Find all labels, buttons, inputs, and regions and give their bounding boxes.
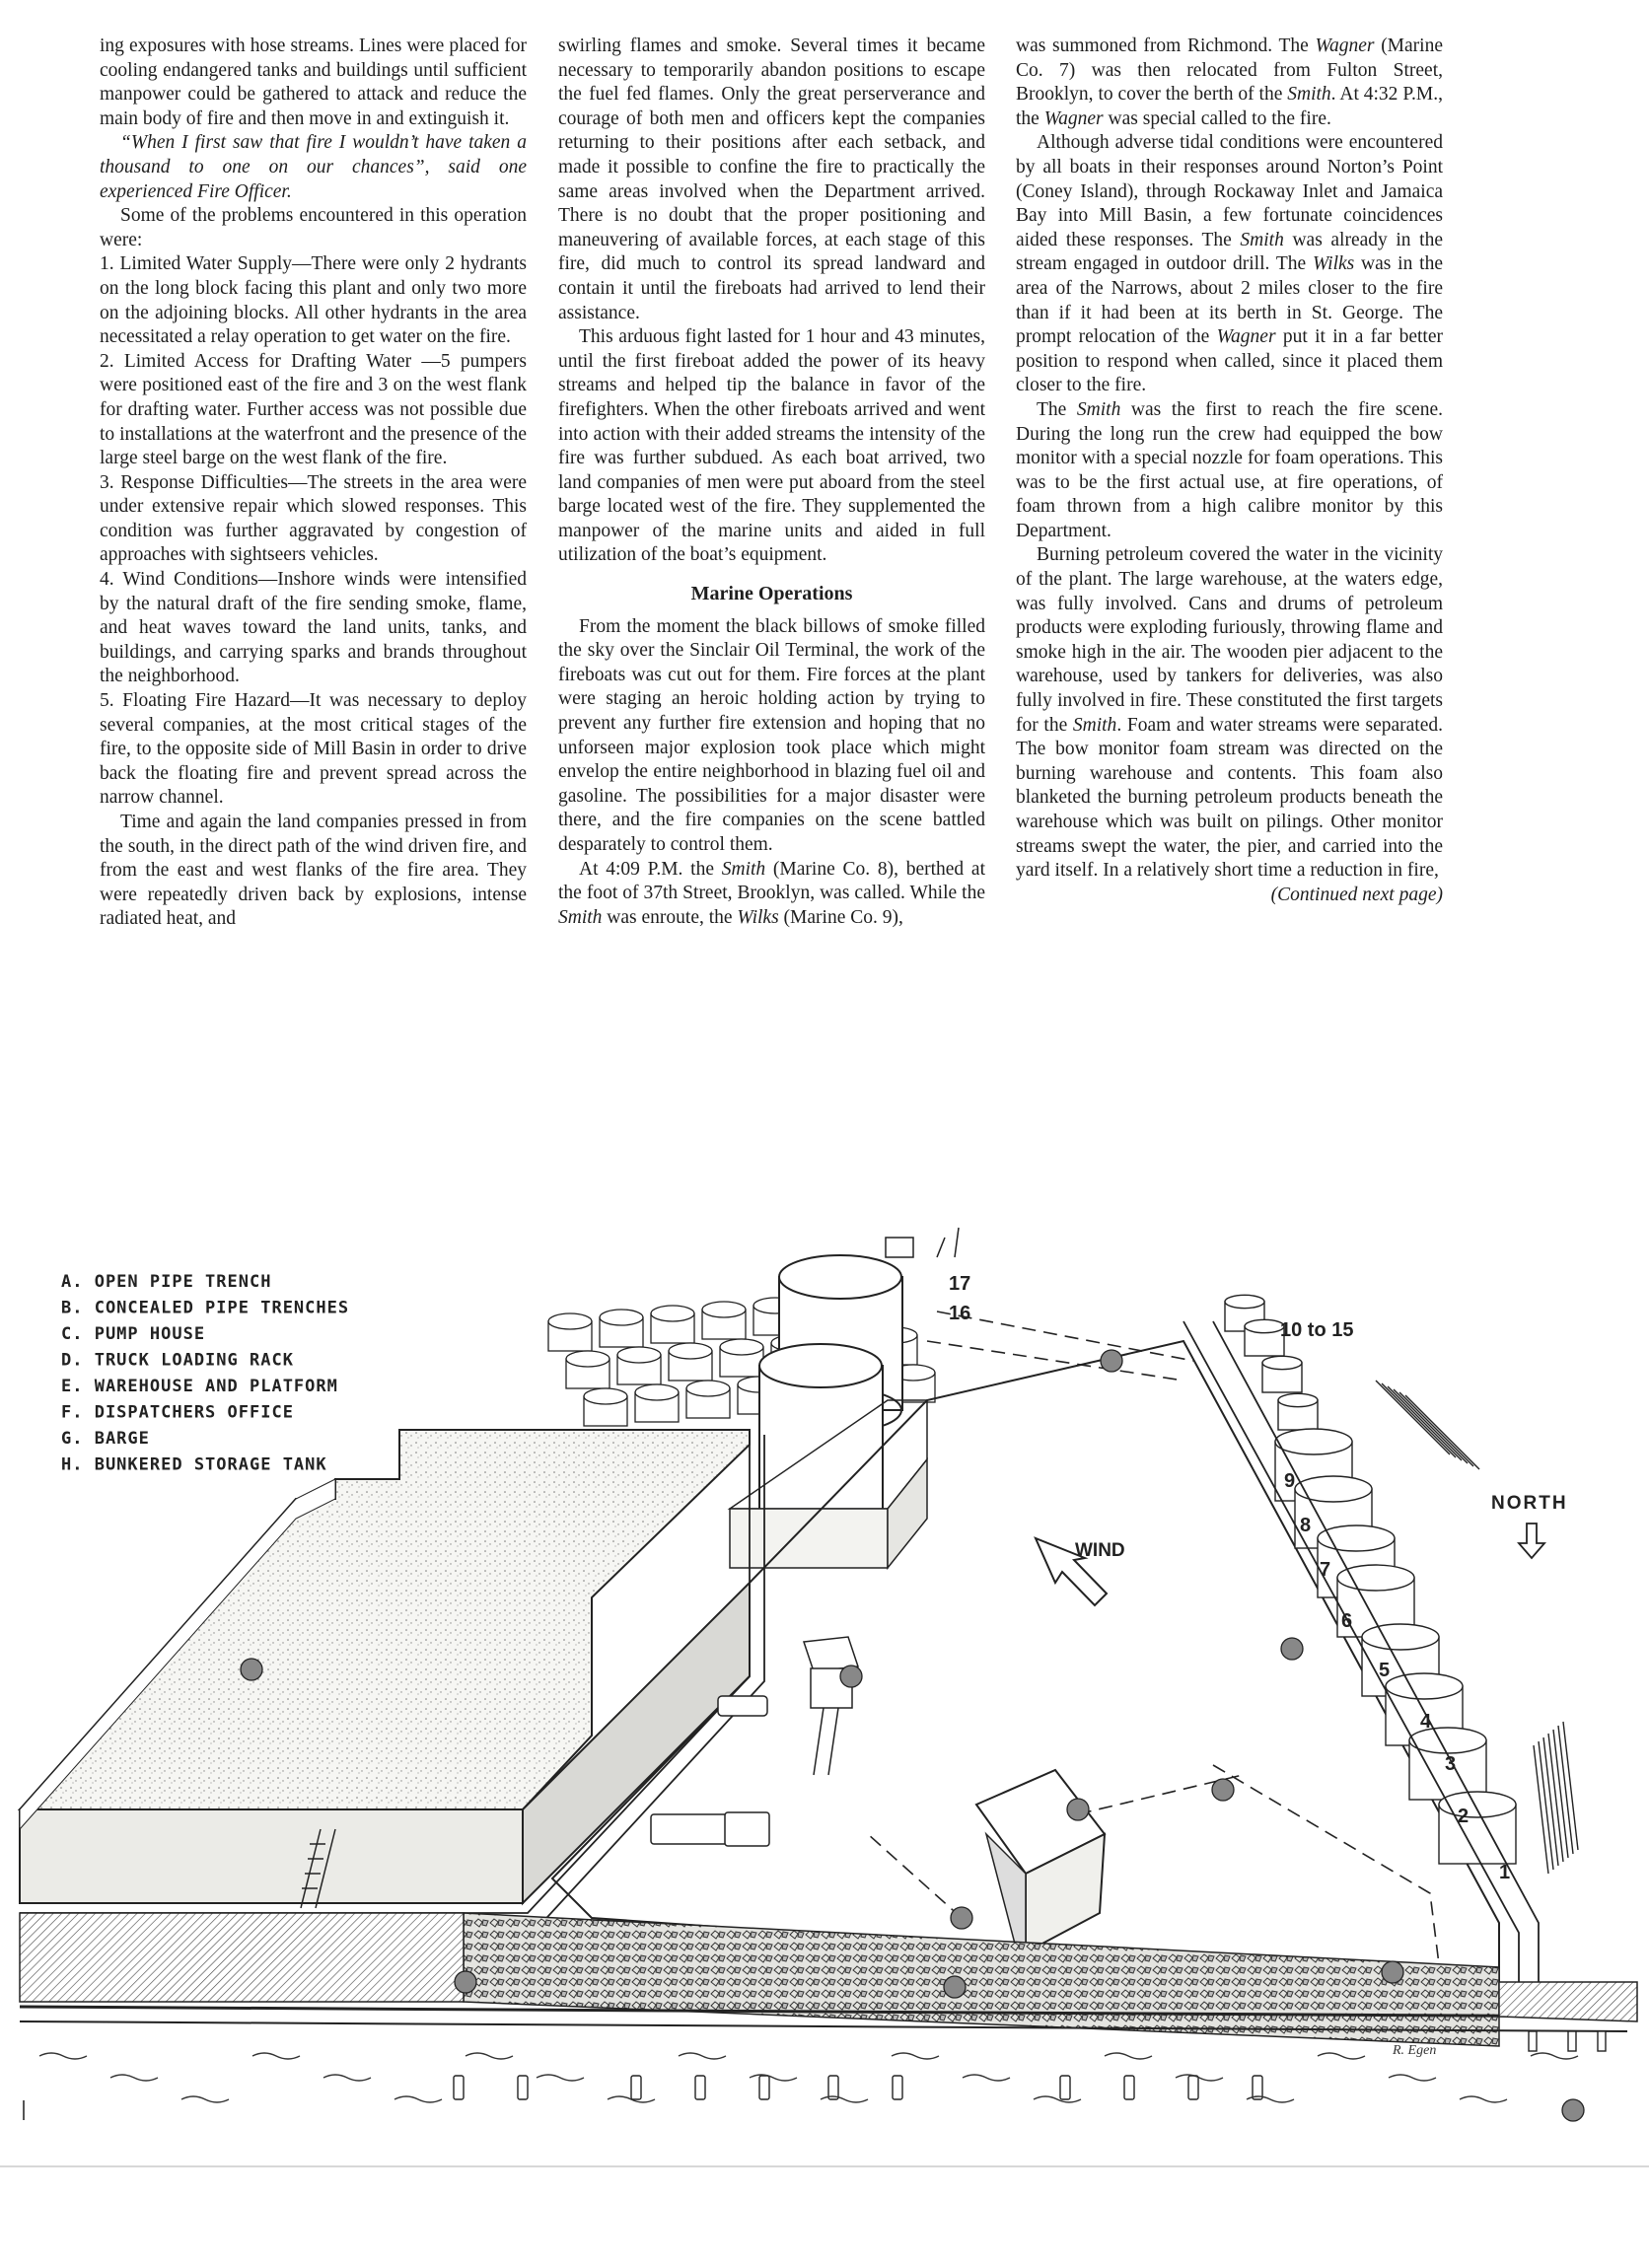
ripple: [466, 2053, 513, 2059]
pile: [1568, 2031, 1576, 2051]
marker-circle: [1212, 1779, 1234, 1801]
paragraph: Burning petroleum covered the water in the vicinity of the plant. The large warehouse, at the waters edge, was fully involved. Cans and drums of petroleum products were exploding furiously, throwing flame and smoke high in the air. The wooden pier adjacent to the warehouse, used by tankers for deliveries, was also fully involved in fire. These constituted the first targets for the Smith. Foam and water streams were separated. The bow monitor foam stream was directed on the burning warehouse and contents. This foam also blanketed the burning petroleum products beneath the warehouse which was built on pilings. Other monitor streams swept the water, the pier, and carried into the yard itself. In a relatively short time a reduction in fire,: [1016, 544, 1443, 882]
paragraph: At 4:09 P.M. the Smith (Marine Co. 8), berthed at the foot of 37th Street, Brooklyn, was called. While the Smith was enroute, the Wilks (Marine Co. 9),: [558, 858, 985, 928]
ripple: [1389, 2075, 1436, 2081]
legend-item: E. WAREHOUSE AND PLATFORM: [61, 1377, 338, 1396]
pile: [893, 2076, 902, 2099]
tank-number-4: 4: [1420, 1711, 1432, 1733]
water-ripples: [39, 2053, 1578, 2102]
ripple: [892, 2053, 939, 2059]
small-tank-top: [600, 1310, 643, 1325]
tank-number-6: 6: [1341, 1610, 1353, 1632]
marker-circle: [1281, 1638, 1303, 1660]
small-tank-top: [669, 1343, 712, 1359]
pile: [454, 2076, 464, 2099]
ripple: [1531, 2053, 1578, 2059]
small-tank-top: [720, 1339, 763, 1355]
paragraph: 5. Floating Fire Hazard—It was necessary to deploy several companies, at the most critical stages of the fire, to the opposite side of Mill Basin in order to drive back the floating fire and prevent spread across the narrow channel.: [100, 690, 527, 809]
paragraph: was summoned from Richmond. The Wagner (Marine Co. 7) was then relocated from Fulton Street, Brooklyn, to cover the berth of the Smith. At 4:32 P.M., the Wagner was special called to the fire.: [1016, 35, 1443, 129]
ripple: [1034, 2096, 1081, 2102]
legend-item: F. DISPATCHERS OFFICE: [61, 1402, 294, 1423]
paragraph: Although adverse tidal conditions were encountered by all boats in their responses around Norton’s Point (Coney Island), through Rockaway Inlet and Jamaica Bay into Mill Basin, a few fortunate coincidences aided these responses. The Smith was already in the stream engaged in outdoor drill. The Wilks was in the area of the Narrows, about 2 miles closer to the fire than if it had been at its berth in St. George. The prompt relocation of the Wagner put it in a far better position to respond when called, since it placed them closer to the fire.: [1016, 132, 1444, 396]
paragraph: (Continued next page): [1270, 884, 1443, 905]
tank-number-16: 16: [949, 1303, 971, 1324]
ripple: [537, 2075, 584, 2081]
ripple: [1105, 2053, 1152, 2059]
artist-signature: R. Egen: [1393, 2043, 1437, 2058]
ripple: [323, 2075, 371, 2081]
row-tank-top: [1278, 1393, 1318, 1406]
marker-circle: [455, 1971, 476, 1993]
marker-circle: [1067, 1799, 1089, 1820]
tank-number-8: 8: [1300, 1515, 1312, 1536]
marker-circle: [241, 1659, 262, 1680]
pile: [631, 2076, 641, 2099]
legend-item: D. TRUCK LOADING RACK: [61, 1350, 294, 1371]
tank-range-label: 10 to 15: [1280, 1319, 1354, 1341]
north-arrow: [1491, 1493, 1568, 1558]
marker-circle: [1562, 2099, 1584, 2121]
plant-diagram: [0, 1208, 1649, 2145]
ripple: [1176, 2075, 1223, 2081]
small-tank-top: [548, 1313, 592, 1329]
tank-number-7: 7: [1320, 1559, 1331, 1581]
pipe: [1394, 1389, 1468, 1463]
pile: [1124, 2076, 1134, 2099]
pipe: [1405, 1395, 1479, 1469]
paragraph: Time and again the land companies pressed in from the south, in the direct path of the wind driven fire, and from the east and west flanks of the fire area. They were repeatedly driven back by explosions, intense radiated heat, and: [100, 812, 527, 930]
paragraph: This arduous fight lasted for 1 hour and 43 minutes, until the first fireboat added the power of its heavy streams and helped tip the balance in favor of the firefighters. When the other fireboats arrived and went into action with their added streams the intensity of the fire was further subdued. As each boat arrived, two land companies of men were put aboard from the steel barge located west of the fire. They supplemented the manpower of the marine units and aided in full utilization of the boat’s equipment.: [558, 326, 985, 566]
row-tank-top: [1337, 1565, 1414, 1591]
legend-item: B. CONCEALED PIPE TRENCHES: [61, 1298, 350, 1318]
small-tank-top: [566, 1351, 609, 1367]
pile: [695, 2076, 705, 2099]
marker-circle: [951, 1907, 972, 1929]
ripple: [750, 2075, 797, 2081]
small-tank-top: [702, 1302, 746, 1317]
pile: [518, 2076, 528, 2099]
paragraph: 4. Wind Conditions—Inshore winds were intensified by the natural draft of the fire sending smoke, flame, and heat waves toward the land units, tanks, and buildings, and carrying sparks and brands throughout the neighborhood.: [100, 569, 527, 687]
ripple: [963, 2075, 1010, 2081]
paragraph: swirling flames and smoke. Several times it became necessary to temporarily abandon positions to escape the fuel fed flames. Only the great perserverance and courage of both men and officers kept the companies returning to their positions after each setback, and made it possible to confine the fire to practically the same areas involved when the Department arrived. There is no doubt that the proper positioning and maneuvering of available forces, at each stage of this fire, did much to control its spread landward and contain it until the fireboats had arrived to lend their assistance.: [558, 35, 985, 323]
paragraph: Some of the problems encountered in this operation were:: [100, 205, 527, 250]
row-tank-top: [1386, 1673, 1463, 1699]
row-tank-top: [1275, 1429, 1352, 1454]
legend-item: G. BARGE: [61, 1429, 150, 1449]
pile: [759, 2076, 769, 2099]
paragraph: “When I first saw that fire I wouldn’t have taken a thousand to one on our chances”, said one experienced Fire Officer.: [100, 132, 527, 202]
wind-arrow: [1036, 1538, 1125, 1605]
legend-item: H. BUNKERED STORAGE TANK: [61, 1454, 327, 1475]
row-tank-top: [1439, 1792, 1516, 1817]
legend-item: C. PUMP HOUSE: [61, 1324, 206, 1344]
tank-number-5: 5: [1379, 1660, 1391, 1681]
paragraph: 1. Limited Water Supply—There were only 2 hydrants on the long block facing this plant and only two more on the adjoining blocks. All other hydrants in the area necessitated a relay operation to get water on the fire.: [100, 253, 527, 348]
pile: [1598, 2031, 1606, 2051]
truck-loading-rack: [804, 1637, 858, 1775]
ripple: [110, 2075, 158, 2081]
waterfront-rubble: [464, 1913, 1499, 2046]
pile: [1529, 2031, 1537, 2051]
page-edge: [0, 2165, 1649, 2167]
pump-house: [886, 1228, 959, 1257]
ripple: [1460, 2096, 1507, 2102]
small-tank-top: [635, 1384, 679, 1400]
small-tank-top: [651, 1306, 694, 1321]
small-tank-top: [617, 1347, 661, 1363]
tank-number-17: 17: [949, 1273, 971, 1295]
row-tank-top: [1295, 1476, 1372, 1502]
diagram-legend: [61, 1272, 349, 1475]
tank-number-9: 9: [1284, 1470, 1296, 1492]
row-tank-top: [1245, 1319, 1284, 1332]
ripple: [679, 2053, 726, 2059]
paragraph: 2. Limited Access for Drafting Water —5 pumpers were positioned east of the fire and 3 on the west flank for drafting water. Further access was not possible due to installations at the waterfront and the presence of the large steel barge on the west flank of the fire.: [100, 350, 527, 469]
marker-circle: [1101, 1350, 1122, 1372]
tank-number-2: 2: [1458, 1806, 1470, 1827]
small-tank-top: [686, 1381, 730, 1396]
ripple: [1318, 2053, 1365, 2059]
row-tank-top: [1262, 1356, 1302, 1369]
ripple: [181, 2096, 229, 2102]
pipe: [1388, 1386, 1462, 1460]
ripple: [252, 2053, 300, 2059]
ripple: [39, 2053, 87, 2059]
text-column-1: [100, 35, 527, 932]
section-heading: Marine Operations: [690, 583, 853, 605]
pile: [1188, 2076, 1198, 2099]
text-column-2: [558, 35, 985, 930]
pipe: [1376, 1381, 1450, 1454]
paragraph: ing exposures with hose streams. Lines were placed for cooling endangered tanks and buildings until sufficient manpower could be gathered to attack and reduce the main body of fire and then move in and extinguish it.: [100, 35, 527, 129]
marker-circle: [944, 1976, 966, 1998]
paragraph: From the moment the black billows of smoke filled the sky over the Sinclair Oil Terminal, the work of the fireboats was cut out for them. Fire forces at the plant were staging an heroic holding action by trying to prevent any further fire extension and hoping that no unforseen major explosion took place which might envelop the entire neighborhood in blazing fuel oil and gasoline. The possibilities for a major disaster were there, and the fire companies on the scene battled desparately to control them.: [558, 615, 985, 855]
text-column-3: [1016, 35, 1443, 907]
marker-circle: [840, 1666, 862, 1687]
marker-circle: [1382, 1961, 1403, 1983]
wind-label: WIND: [1075, 1540, 1125, 1561]
row-tank-top: [1318, 1525, 1395, 1551]
paragraph: The Smith was the first to reach the fire scene. During the long run the crew had equipped the bow monitor with a special nozzle for foam operations. This was to be the first actual use, at fire operations, of foam thrown from a high calibre monitor by this Department.: [1016, 398, 1443, 541]
row-tank-top: [1362, 1624, 1439, 1650]
pipe: [1382, 1383, 1456, 1457]
paragraph: 3. Response Difficulties—The streets in the area were under extensive repair which slowed responses. This condition was further aggravated by congestion of approaches with sightseers vehicles.: [100, 471, 527, 566]
right-pipe-trench: [1183, 1321, 1539, 2002]
pile: [1060, 2076, 1070, 2099]
legend-item: A. OPEN PIPE TRENCH: [61, 1272, 272, 1292]
pipe: [1399, 1392, 1473, 1466]
barge: [20, 1913, 464, 2002]
row-tank-top: [1225, 1295, 1264, 1308]
ripple: [821, 2096, 868, 2102]
numbered-tank-row: [1225, 1295, 1516, 1864]
ripple: [394, 2096, 442, 2102]
north-label: NORTH: [1491, 1493, 1568, 1514]
bunkered-storage-tank: [20, 1430, 750, 1903]
tank-number-1: 1: [1499, 1862, 1511, 1883]
tank-number-3: 3: [1445, 1753, 1457, 1775]
small-tank-top: [584, 1388, 627, 1404]
